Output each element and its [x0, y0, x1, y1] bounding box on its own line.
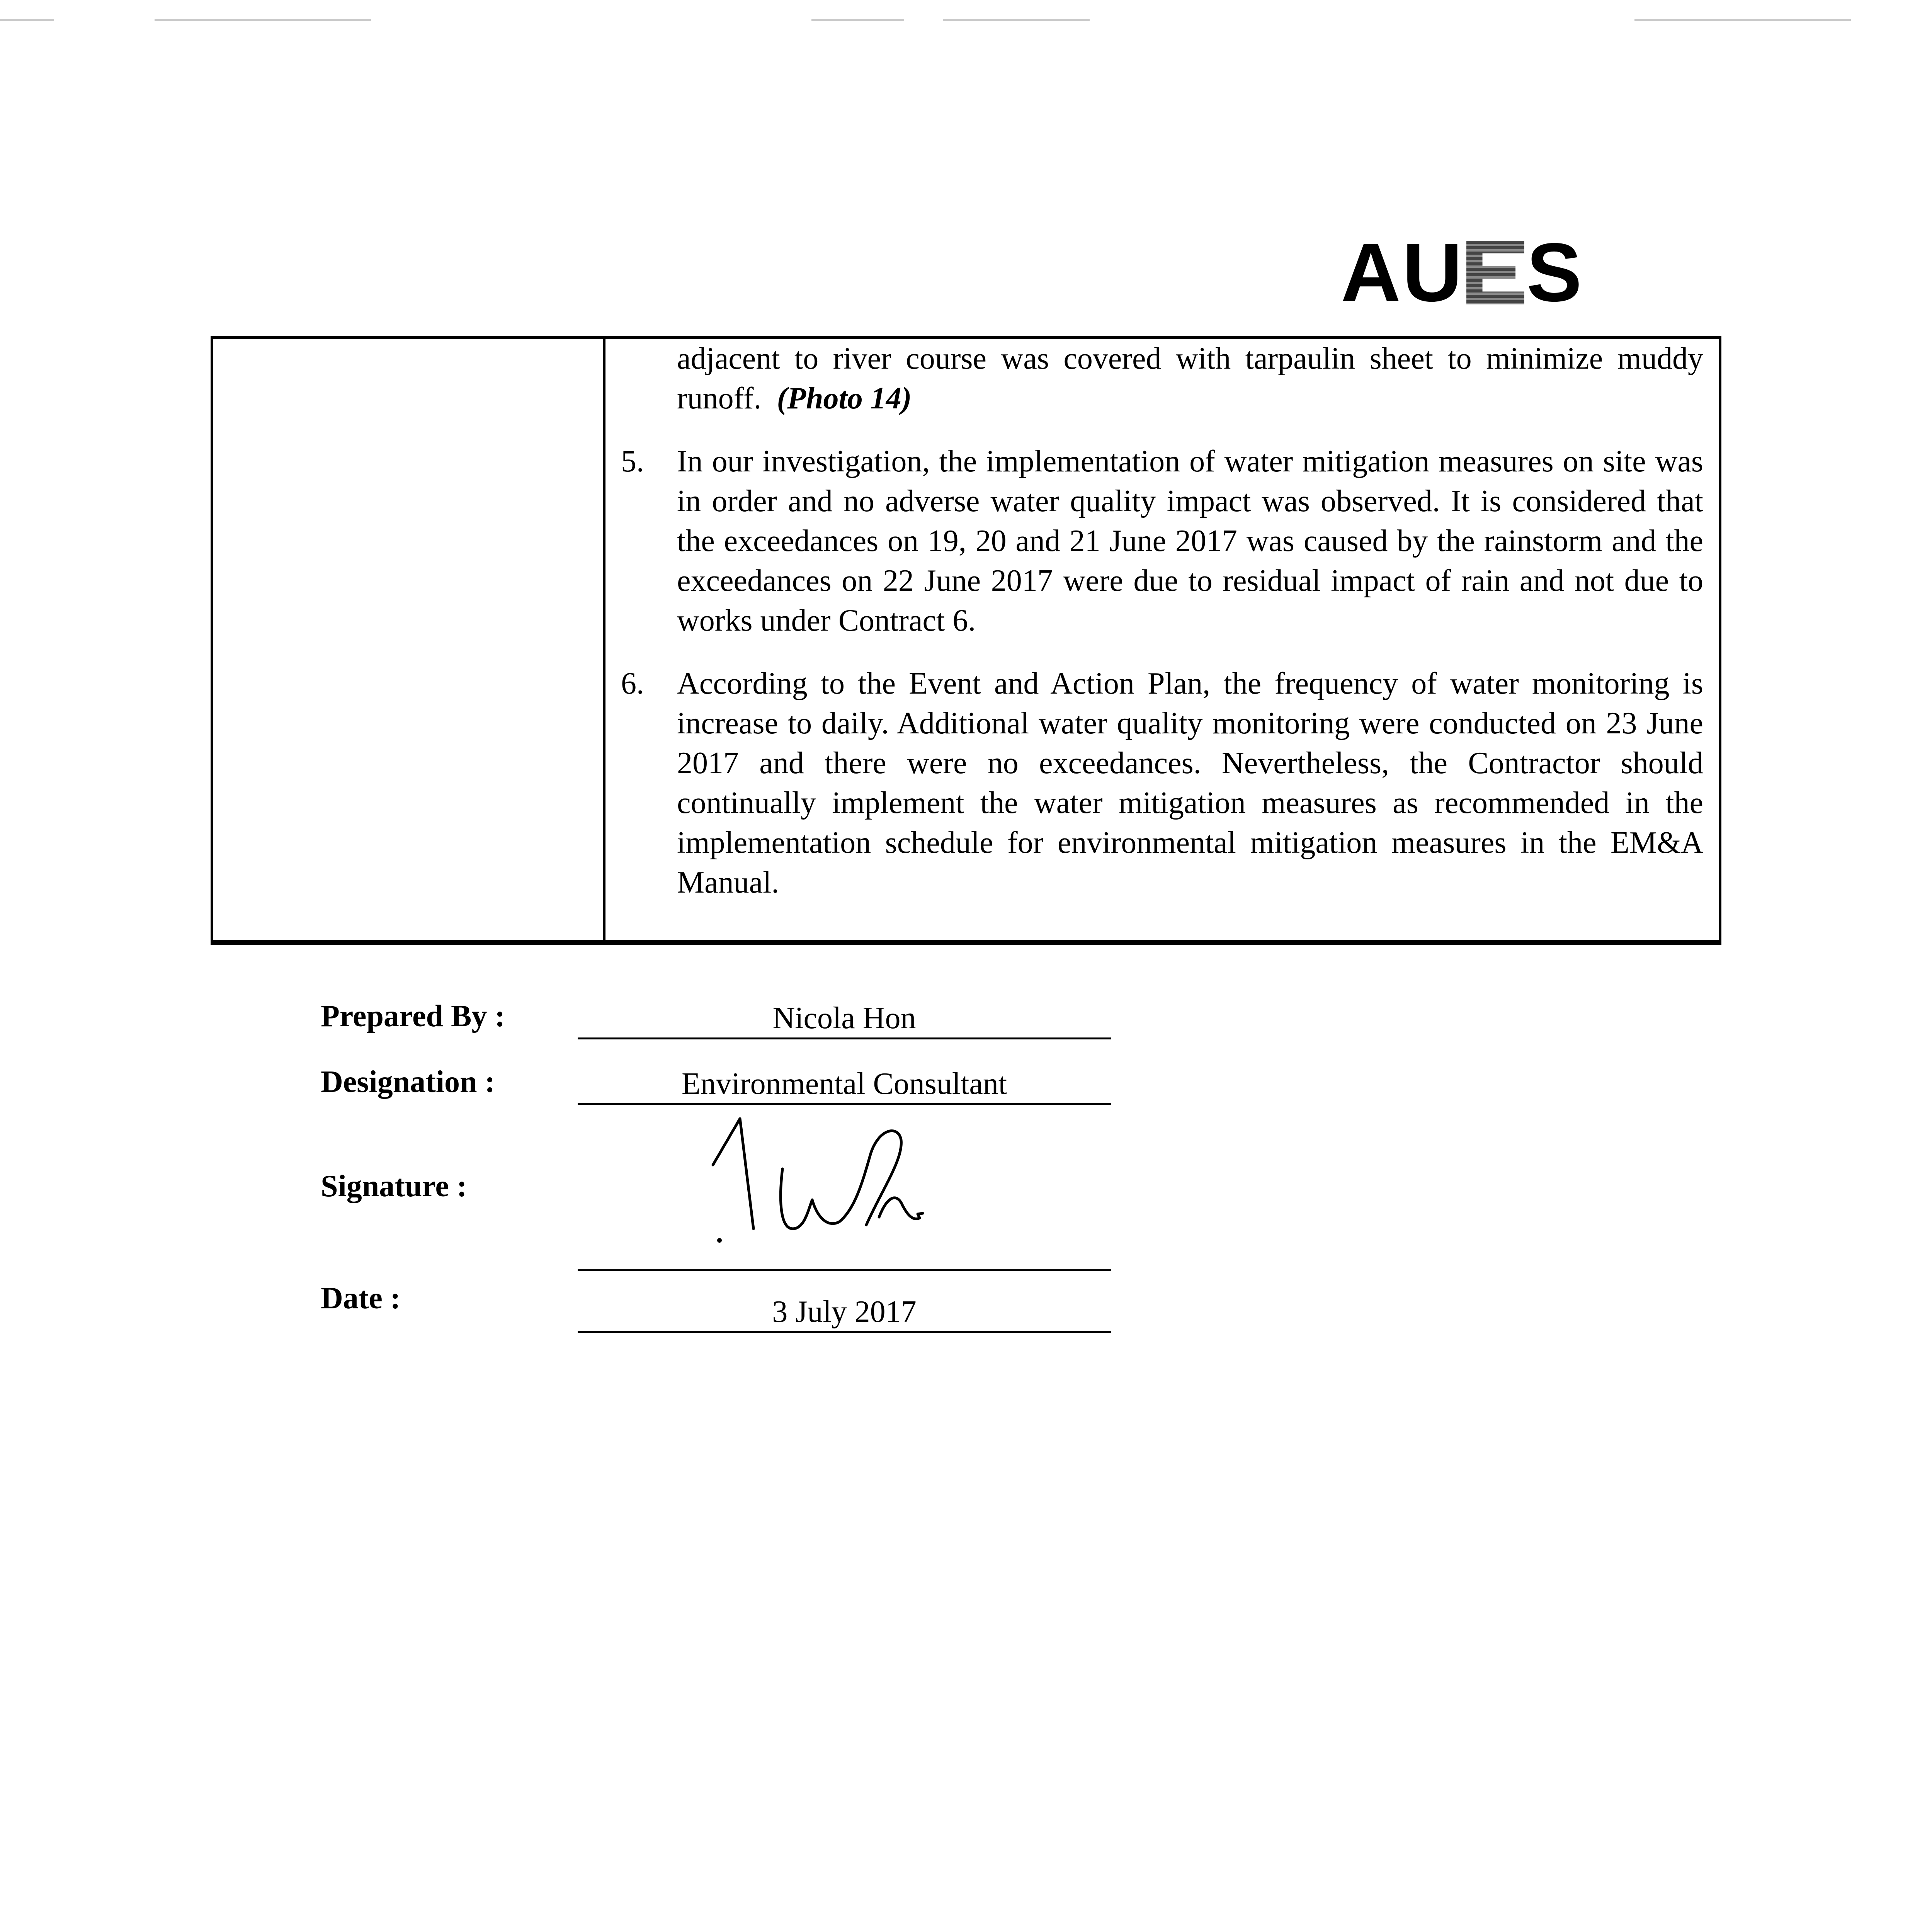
- list-item: [605, 664, 1703, 903]
- date-label: Date :: [321, 1281, 401, 1315]
- list-item: [605, 442, 1703, 641]
- list-item-number: 5.: [621, 444, 644, 478]
- table-right-cell: [605, 339, 1719, 940]
- continued-paragraph: [605, 339, 1703, 418]
- findings-table: [211, 336, 1721, 943]
- designation-value: Environmental Consultant: [578, 1065, 1111, 1105]
- list-item-text: In our investigation, the implementation of water mitigation measures on site was in order and no adverse water quality impact was observed. It is considered that the exceedances on 19, 20 and 21 June 2017 was caused by the rainstorm and the exceedances on 22 June 2017 were due to residual impact of rain and not due to works under Contract 6.: [677, 444, 1703, 638]
- scan-artifact-line: [943, 19, 1090, 21]
- signature-label: Signature :: [321, 1169, 467, 1203]
- aues-logo: [1341, 228, 1619, 317]
- scan-artifact-line: [1634, 19, 1851, 21]
- photo-reference: (Photo 14): [777, 381, 912, 415]
- designation-label: Designation :: [321, 1065, 495, 1099]
- scan-artifact-line: [0, 19, 54, 21]
- scan-artifact-line: [811, 19, 904, 21]
- scan-artifact-line: [155, 19, 371, 21]
- signature-line: [578, 1269, 1111, 1271]
- date-value: 3 July 2017: [578, 1293, 1111, 1333]
- prepared-by-value: Nicola Hon: [578, 999, 1111, 1039]
- list-item-text: According to the Event and Action Plan, the frequency of water monitoring is increase to daily. Additional water quality monitoring were conducted on 23 June 2017 and there were no exceedances. Nevertheless, the Contractor should continually implement the water mitigation measures as recommended in the implementation schedule for environmental mitigation measures in the EM&A Manual.: [677, 667, 1703, 900]
- prepared-by-label: Prepared By :: [321, 999, 505, 1033]
- table-left-cell: [213, 339, 605, 940]
- list-item-number: 6.: [621, 667, 644, 701]
- continued-text: adjacent to river course was covered with tarpaulin sheet to minimize muddy runoff.: [677, 342, 1703, 415]
- logo-text-suffix: S: [1526, 226, 1583, 319]
- handwritten-signature: [703, 1113, 974, 1275]
- logo-text-prefix: AU: [1341, 226, 1464, 319]
- logo-e-mark: [1466, 241, 1524, 304]
